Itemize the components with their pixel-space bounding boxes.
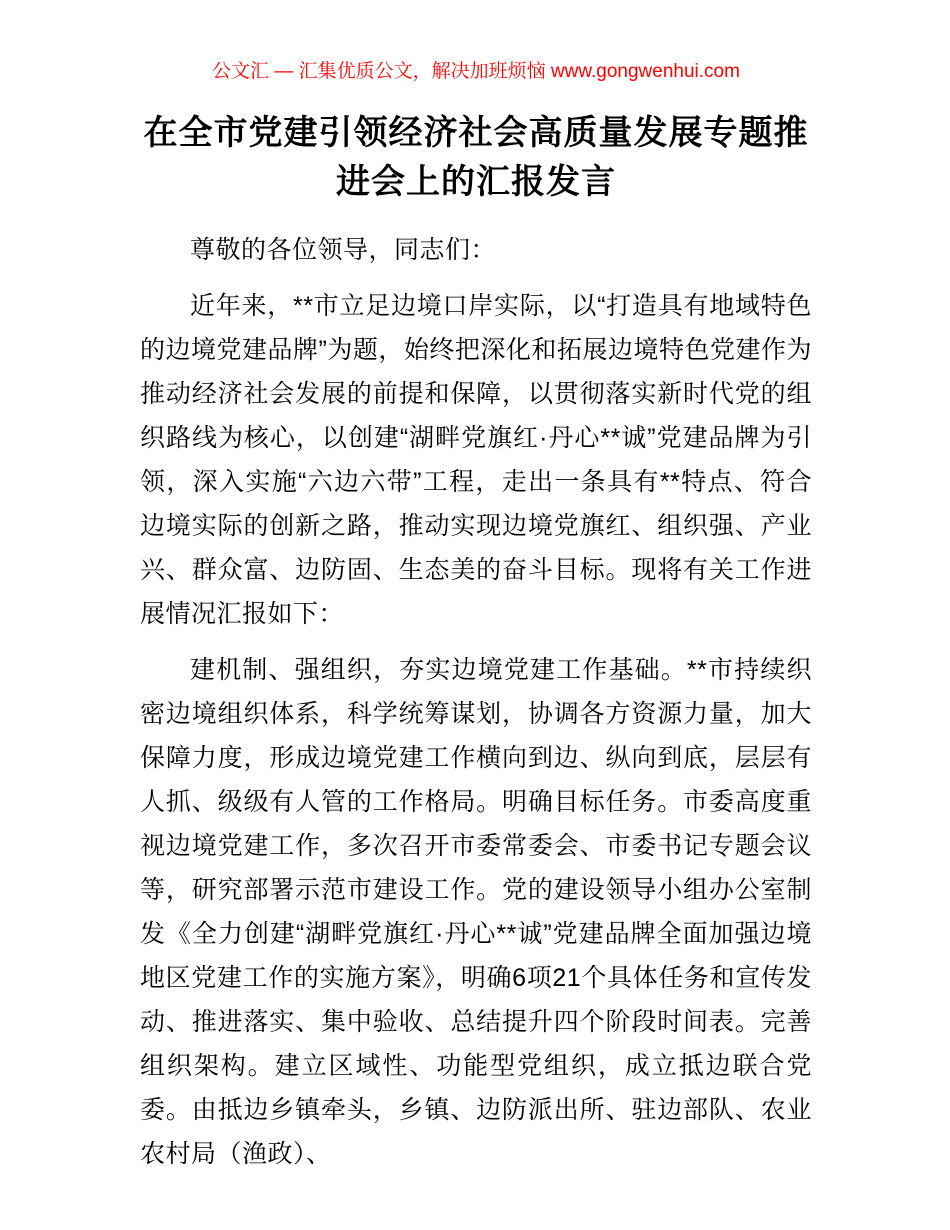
paragraph-intro: 近年来，**市立足边境口岸实际，以“打造具有地域特色的边境党建品牌”为题，始终把深化和拓展边境特色党建作为推动经济社会发展的前提和保障，以贯彻落实新时代党的组织路线为核心，以创建“湖畔党旗红·丹心**诚”党建品牌为引领，深入实施“六边六带”工程，走出一条具有**特点、符合边境实际的创新之路，推动实现边境党旗红、组织强、产业兴、群众富、边防固、生态美的奋斗目标。现将有关工作进展情况汇报如下： [140, 291, 812, 628]
site-watermark-banner: 公文汇 — 汇集优质公文，解决加班烦恼 www.gongwenhui.com [212, 61, 740, 82]
paragraph-greeting: 尊敬的各位领导，同志们： [190, 235, 497, 264]
document-body [140, 228, 812, 1176]
document-title: 在全市党建引领经济社会高质量发展专题推进会上的汇报发言 [143, 114, 809, 202]
paragraph-main: 建机制、强组织，夯实边境党建工作基础。**市持续织密边境组织体系，科学统筹谋划，协调各方资源力量，加大保障力度，形成边境党建工作横向到边、纵向到底，层层有人抓、级级有人管的工作格局。明确目标任务。市委高度重视边境党建工作，多次召开市委常委会、市委书记专题会议等，研究部署示范市建设工作。党的建设领导小组办公室制发《全力创建“湖畔党旗红·丹心**诚”党建品牌全面加强边境地区党建工作的实施方案》，明确6项21个具体任务和宣传发动、推进落实、集中验收、总结提升四个阶段时间表。完善组织架构。建立区域性、功能型党组织，成立抵边联合党委。由抵边乡镇牵头，乡镇、边防派出所、驻边部队、农业农村局（渔政）、 [140, 655, 812, 1168]
